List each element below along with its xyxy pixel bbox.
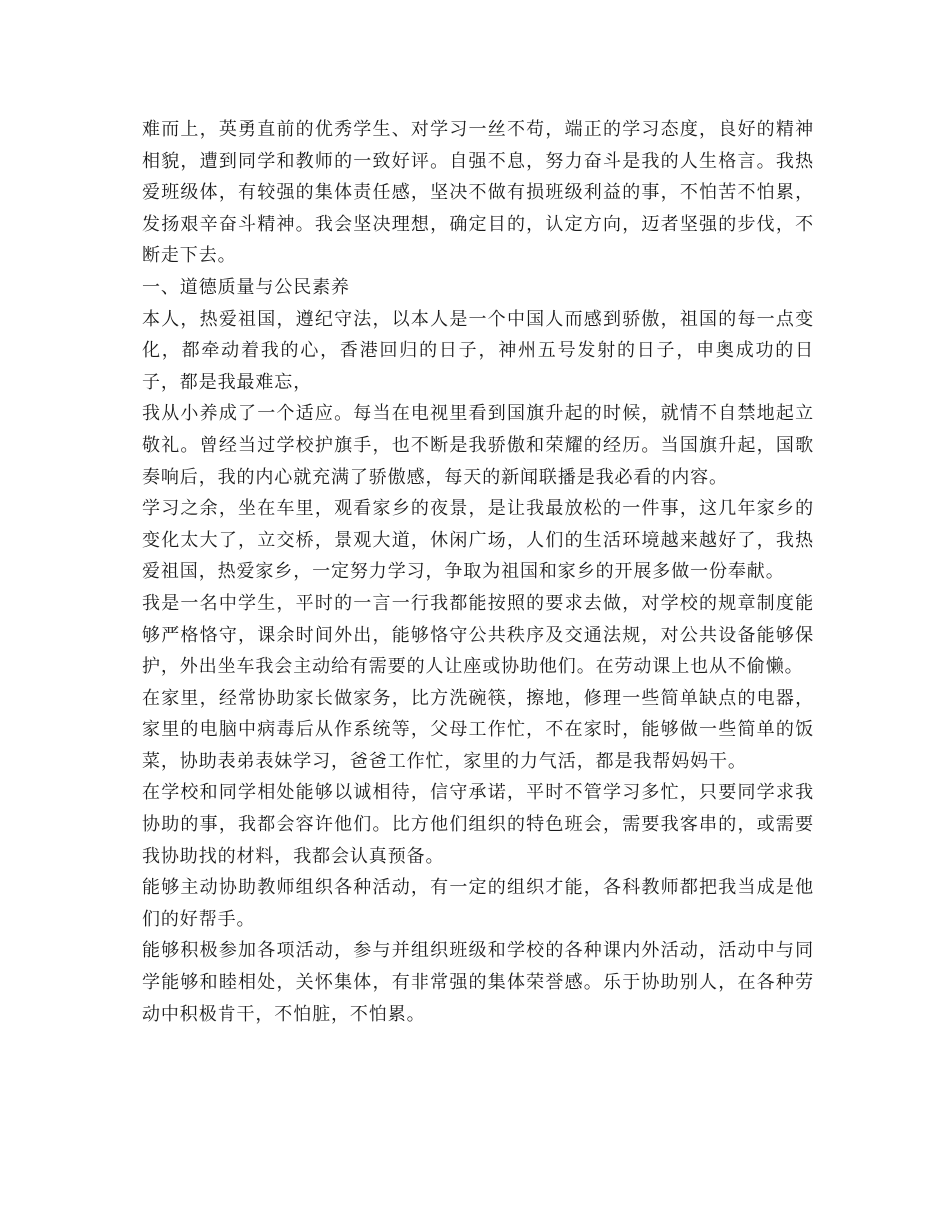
paragraph-flag-ceremony: 我从小养成了一个适应。每当在电视里看到国旗升起的时候，就情不自禁地起立敬礼。曾经当过学校护旗手，也不断是我骄傲和荣耀的经历。当国旗升起，国歌奏响后，我的内心就充满了骄傲感，每天的新闻联播是我必看的内容。	[142, 403, 814, 488]
paragraph-family-chores: 在家里，经常协助家长做家务，比方洗碗筷，擦地，修理一些简单缺点的电器，家里的电脑中病毒后从作系统等，父母工作忙，不在家时，能够做一些简单的饭菜，协助表弟表妹学习，爸爸工作忙，家里的力气活，都是我帮妈妈干。	[142, 687, 814, 772]
section-heading-moral-quality: 一、道德质量与公民素养	[142, 276, 350, 298]
paragraph-patriotism: 本人，热爱祖国，遵纪守法，以本人是一个中国人而感到骄傲，祖国的每一点变化，都牵动着我的心，香港回归的日子，神州五号发射的日子，申奥成功的日子，都是我最难忘，	[142, 308, 814, 393]
document-body	[142, 114, 814, 1030]
paragraph-classmates: 在学校和同学相处能够以诚相待，信守承诺，平时不管学习多忙，只要同学求我协助的事，我都会容许他们。比方他们组织的特色班会，需要我客串的，或需要我协助找的材料，我都会认真预备。	[142, 782, 814, 867]
paragraph-activities: 能够积极参加各项活动，参与并组织班级和学校的各种课内外活动，活动中与同学能够和睦相处，关怀集体，有非常强的集体荣誉感。乐于协助别人，在各种劳动中积极肯干，不怕脏，不怕累。	[142, 940, 814, 1025]
paragraph-teacher-helper: 能够主动协助教师组织各种活动，有一定的组织才能，各科教师都把我当成是他们的好帮手。	[142, 877, 814, 930]
paragraph-hometown: 学习之余，坐在车里，观看家乡的夜景，是让我最放松的一件事，这几年家乡的变化太大了，立交桥，景观大道，休闲广场，人们的生活环境越来越好了，我热爱祖国，热爱家乡，一定努力学习，争取为祖国和家乡的开展多做一份奉献。	[142, 498, 814, 583]
paragraph-intro: 难而上，英勇直前的优秀学生、对学习一丝不苟，端正的学习态度，良好的精神相貌，遭到同学和教师的一致好评。自强不息，努力奋斗是我的人生格言。我热爱班级体，有较强的集体责任感，坚决不做有损班级利益的事，不怕苦不怕累，发扬艰辛奋斗精神。我会坚决理想，确定目的，认定方向，迈者坚强的步伐，不断走下去。	[142, 119, 814, 267]
paragraph-school-rules: 我是一名中学生，平时的一言一行我都能按照的要求去做，对学校的规章制度能够严格恪守，课余时间外出，能够恪守公共秩序及交通法规，对公共设备能够保护，外出坐车我会主动给有需要的人让座或协助他们。在劳动课上也从不偷懒。	[142, 592, 814, 678]
